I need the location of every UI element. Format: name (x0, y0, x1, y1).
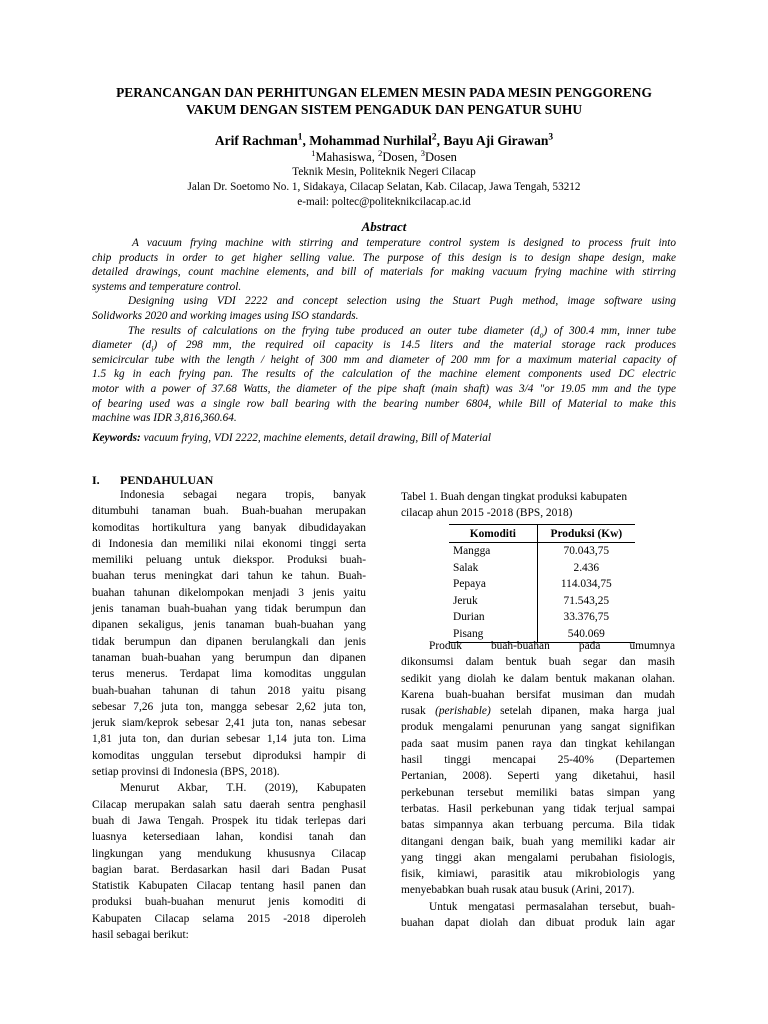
body-line: setiap provinsi di Indonesia (BPS, 2018). (92, 766, 280, 779)
table-header-row (449, 525, 635, 543)
title-line: VAKUM DENGAN SISTEM PENGADUK DAN PENGATUR SUHU (185, 102, 583, 117)
body-line: hasil sebagai berikut: (92, 929, 189, 942)
body-line: hasil tinggi mencapai 25-40% (Departemen (401, 754, 675, 767)
abstract-line: motor with a power of 37.68 Watts, the diameter of the pipe shaft (main shaft) was 3/4 "or 19.05 mm and the type (92, 382, 676, 395)
body-line: buah di Jawa Tengah. Prospek itu tidak terlepas dari (92, 814, 366, 827)
subscript: o (539, 329, 544, 339)
left-column (92, 487, 366, 943)
commodity-cell: Pepaya (453, 578, 486, 591)
abstract-line: chip products in order to get higher selling value. The purpose of this design is to design shape design, make (92, 251, 676, 264)
abstract-text: ) of 298 mm, the required oil capacity is 14.5 liters and the material storage rack produces (153, 339, 676, 352)
abstract-line: Solidworks 2020 and working images using ISO standards. (92, 309, 359, 322)
body-line: fisik, kimiawi, parasitik atau mikrobiologis yang (401, 868, 675, 881)
email: e-mail: poltec@politeknikcilacap.ac.id (297, 196, 471, 208)
body-line (401, 703, 675, 719)
paper-title (60, 84, 708, 118)
column-header: Produksi (Kw) (537, 525, 635, 543)
author-affiliation-mark: 2 (431, 132, 437, 143)
body-line: Karena buah-buahan bersifat musiman dan mudah (401, 688, 675, 701)
abstract-line: semicircular tube with the length / height of 300 mm and diameter of 200 mm for a maximum material capacity of (92, 353, 676, 366)
table-row (449, 609, 635, 626)
section-heading (92, 472, 213, 488)
body-line: sedikit yang diolah ke dalam bentuk makanan olahan. (401, 672, 675, 685)
body-line: Menurut Akbar, T.H. (2019), Kabupaten (120, 782, 366, 795)
subscript: i (151, 344, 154, 354)
body-line: bagian barat. Berdasarkan hasil dari Badan Pusat (92, 863, 366, 876)
body-line: luasnya ketersediaan lahan, kondisi tanah dan (92, 831, 366, 844)
abstract-text: ) of 300.4 mm, inner tube (543, 324, 676, 337)
body-line: Produk buah-buahan pada umumnya (429, 640, 675, 652)
body-line: buahan tahunan dikelompokan menjadi 3 jenis yaitu (92, 586, 366, 599)
body-line: dikonsumsi dalam bentuk buah segar dan masih (401, 656, 675, 669)
keywords (92, 431, 676, 445)
abstract-text: diameter (d (92, 339, 152, 352)
role-label: Dosen, (382, 150, 421, 164)
body-line: tanaman buah-buahan yang berumpun dan dipanen (92, 651, 366, 664)
abstract-line: 1.5 kg in each frying pan. The results of the calculation of the machine element components used DC electric (92, 368, 676, 381)
abstract-heading: Abstract (361, 219, 407, 234)
author-name: Arif Rachman (214, 133, 298, 148)
body-line: buahan dapat diolah dan dibuat produk lain agar (401, 917, 675, 930)
body-line: ditangani dengan baik, buah yang memiliki kadar air (401, 835, 675, 848)
abstract-line: detailed drawings, count machine elements, and bill of materials for making vacuum frying machine with stirring (92, 266, 676, 279)
body-line: perkebunan tersebut memiliki batas simpan yang (401, 786, 675, 799)
body-text: setelah dipanen, maka harga jual (490, 705, 675, 718)
body-line: Pertanian, 2008). Seperti yang diketahui, hasil (401, 770, 675, 783)
author-affiliation-mark: 3 (548, 132, 554, 143)
role-label: Mahasiswa, (315, 150, 378, 164)
body-line: memiliki peluang untuk diekspor. Produksi buah- (92, 554, 366, 567)
production-cell: 70.043,75 (537, 543, 635, 560)
body-line: yang tinggi akan mengalami perubahan fisiologis, (401, 851, 675, 864)
body-line: 1,81 juta ton, dan durian sebesar 1,14 juta ton. Lima (92, 733, 366, 746)
column-header: Komoditi (449, 525, 537, 543)
keywords-label: Keywords: (92, 432, 141, 444)
body-line: jeruk siam/keprok sebesar 2,41 juta ton, nanas sebesar (92, 717, 366, 730)
body-line: Cilacap merupakan salah satu daerah sentra penghasil (92, 798, 366, 811)
section-title: PENDAHULUAN (120, 473, 214, 487)
body-line: Indonesia sebagai negara tropis, banyak (120, 489, 366, 501)
body-line: komoditas unggulan tersebut diproduksi hampir di (92, 749, 366, 762)
abstract-body (92, 236, 676, 426)
keywords-text: vacuum frying, VDI 2222, machine elements, detail drawing, Bill of Material (140, 432, 492, 444)
author-roles (60, 147, 708, 165)
author-list (60, 132, 708, 149)
role-label: Dosen (424, 150, 457, 164)
production-cell: 114.034,75 (537, 576, 635, 593)
commodity-cell: Salak (453, 561, 479, 574)
body-line: tidak berumpun dan dipanen berulangkali dan jenis (92, 635, 366, 648)
body-line: jenis tanaman buah-buahan yang tidak berumpun dan (92, 603, 366, 616)
author-separator: , (436, 133, 444, 148)
role-mark: 1 (311, 147, 316, 158)
table-row (449, 576, 635, 593)
section-number: I. (92, 473, 100, 487)
production-cell: 2.436 (537, 560, 635, 577)
body-line: Statistik Kabupaten Cilacap tentang hasil panen dan (92, 880, 366, 893)
body-line: produk mengalami penurunan yang sangat signifikan (401, 721, 675, 734)
italic-term: (perishable) (435, 705, 491, 718)
body-line: di Indonesia dan memiliki nilai ekonomi tinggi serta (92, 537, 366, 550)
table-caption (401, 489, 681, 522)
author-name: Bayu Aji Girawan (443, 133, 549, 148)
abstract-line: of bearing used was a single row ball bearing with the bearing number 6804, while Bill of Material to make this (92, 397, 676, 410)
body-line: terbatas. Hasil perkebunan yang tidak terjual sampai (401, 802, 675, 815)
author-name: Mohammad Nurhilal (309, 133, 432, 148)
institution: Teknik Mesin, Politeknik Negeri Cilacap (292, 166, 476, 178)
abstract-line: Designing using VDI 2222 and concept selection using the Stuart Pugh method, image software using (128, 295, 676, 308)
body-line: buahan terus meningkat dari tahun ke tahun. Buah- (92, 570, 366, 583)
body-line: menyebabkan buah rusak atau busuk (Arini, 2017). (401, 884, 635, 897)
caption-line: cilacap ahun 2015 -2018 (BPS, 2018) (401, 507, 573, 520)
table-row (449, 560, 635, 577)
production-cell: 71.543,25 (537, 593, 635, 610)
body-line: Untuk mengatasi permasalahan tersebut, buah- (429, 900, 675, 913)
abstract-line: A vacuum frying machine with stirring and temperature control system is designed to process fruit into (132, 237, 676, 249)
right-column (401, 638, 675, 931)
body-line: dipanen sekaligus, jenis tanaman buah-buahan yang (92, 619, 366, 632)
production-cell: 33.376,75 (537, 609, 635, 626)
production-cell: 540.069 (537, 626, 635, 643)
body-line: komoditas hortikultura yang banyak dibudidayakan (92, 521, 366, 534)
commodity-cell: Jeruk (453, 594, 478, 607)
body-line: produksi buah-buahan menurut jenis komoditi di (92, 896, 366, 909)
body-line: Kabupaten Cilacap selama 2015 -2018 diperoleh (92, 912, 366, 925)
body-line: sebesar 7,26 juta ton, mangga sebesar 2,62 juta ton, (92, 700, 366, 713)
author-affiliation-mark: 1 (297, 132, 303, 143)
affiliation-block (60, 147, 708, 210)
body-line: buah-buahan tahunan di tahun 2018 yaitu pisang (92, 684, 366, 697)
body-line: pada saat musim panen raya dan tingkat kehilangan (401, 737, 675, 750)
abstract-line: systems and temperature control. (92, 280, 242, 293)
body-line: lingkungan yang mendukung khususnya Cilacap (92, 847, 366, 860)
commodity-cell: Pisang (449, 626, 537, 643)
address: Jalan Dr. Soetomo No. 1, Sidakaya, Cilacap Selatan, Kab. Cilacap, Jawa Tengah, 53212 (187, 181, 581, 193)
body-line: ditumbuhi tanaman buah. Buah-buahan merupakan (92, 505, 366, 518)
title-line: PERANCANGAN DAN PERHITUNGAN ELEMEN MESIN PADA MESIN PENGGORENG (116, 85, 652, 100)
body-text: rusak (401, 705, 436, 718)
role-mark: 2 (377, 147, 383, 158)
table-row (449, 543, 635, 560)
author-separator: , (302, 133, 310, 148)
fruit-production-table (449, 524, 635, 643)
abstract-line (92, 338, 676, 353)
commodity-cell: Durian (453, 611, 485, 624)
table-row (449, 593, 635, 610)
commodity-cell: Mangga (453, 545, 491, 558)
abstract-text: The results of calculations on the frying tube produced an outer tube diameter (d (128, 324, 540, 337)
body-line: terus menerus. Terdapat lima komoditas unggulan (92, 668, 366, 681)
role-mark: 3 (420, 147, 425, 158)
abstract-line: machine was IDR 3,816,360.64. (92, 412, 237, 425)
body-line: batas simpannya akan terbuang percuma. Bila tidak (401, 819, 675, 832)
caption-line: Tabel 1. Buah dengan tingkat produksi kabupaten (401, 491, 628, 503)
abstract-line (92, 324, 676, 339)
